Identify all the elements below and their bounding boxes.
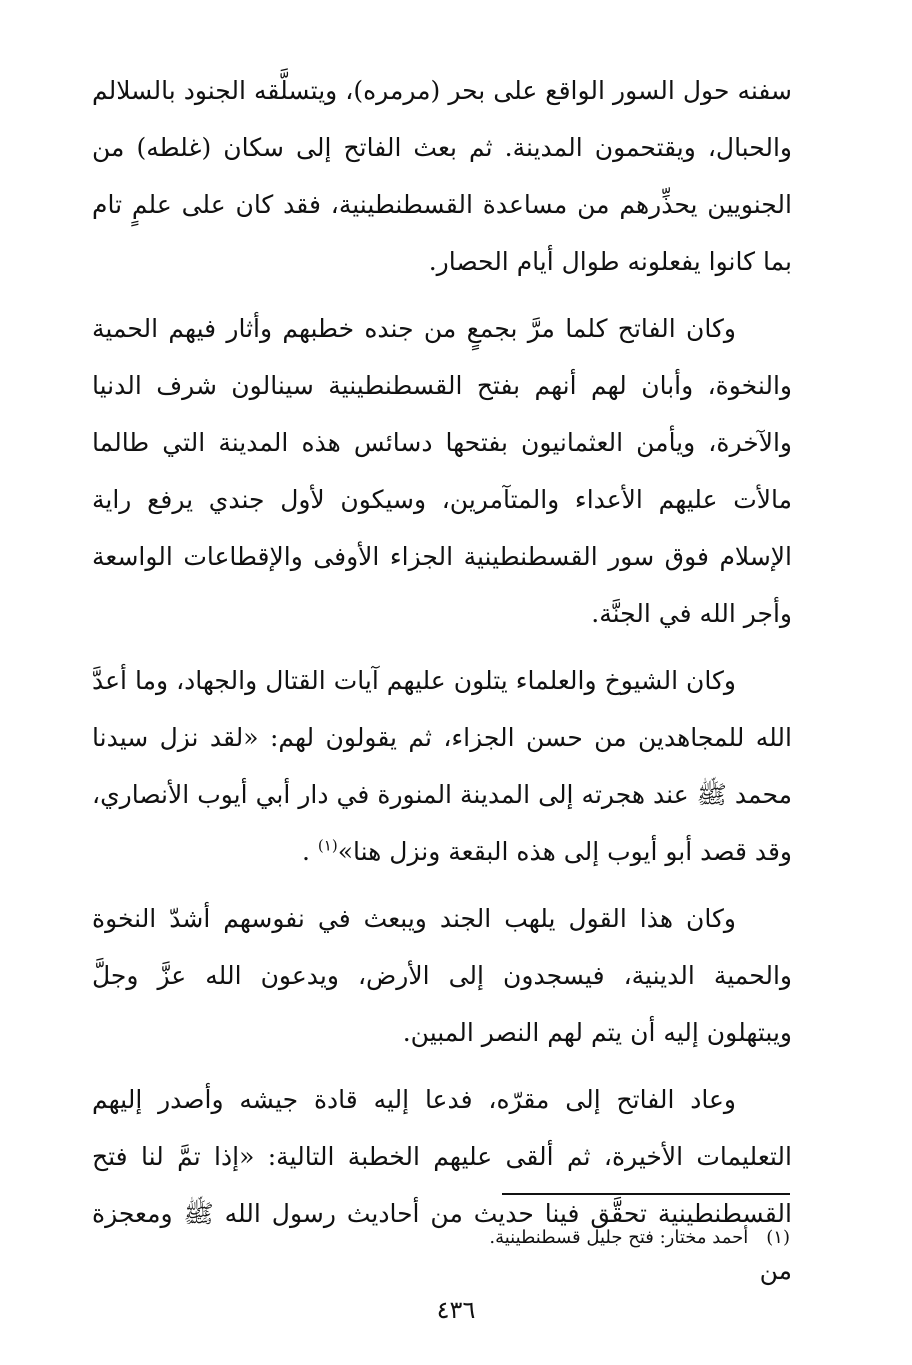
page-number: ٤٣٦ bbox=[436, 1296, 476, 1324]
footnote-number: (١) bbox=[766, 1227, 790, 1248]
paragraph-1: سفنه حول السور الواقع على بحر (مرمره)، ويتسلَّقه الجنود بالسلالم والحبال، ويقتحمون المدينة. ثم بعث الفاتح إلى سكان (غلطه) من الجنويين يحذِّرهم من مساعدة القسطنطينية، فقد كان على علمٍ تام بما كانوا يفعلونه طوال أيام الحصار. bbox=[92, 76, 792, 276]
paragraph-5: وعاد الفاتح إلى مقرّه، فدعا إليه قادة جيشه وأصدر إليهم التعليمات الأخيرة، ثم ألقى عليهم الخطبة التالية: «إذا تمَّ لنا فتح القسطنطينية تحقَّق فينا حديث من أحاديث رسول الله ﷺ ومعجزة من bbox=[92, 1085, 792, 1285]
footnote-divider bbox=[502, 1193, 790, 1195]
footnote-reference: (١) bbox=[317, 836, 338, 855]
footnote bbox=[489, 1224, 790, 1252]
paragraph-2: وكان الفاتح كلما مرَّ بجمعٍ من جنده خطبهم وأثار فيهم الحمية والنخوة، وأبان لهم أنهم بفتح القسطنطينية سينالون شرف الدنيا والآخرة، ويأمن العثمانيون بفتحها دسائس هذه المدينة التي طالما مالأت عليهم الأعداء والمتآمرين، وسيكون لأول جندي يرفع راية الإسلام فوق سور القسطنطينية الجزاء الأوفى والإقطاعات الواسعة وأجر الله في الجنَّة. bbox=[92, 314, 792, 628]
paragraph-4: وكان هذا القول يلهب الجند ويبعث في نفوسهم أشدّ النخوة والحمية الدينية، فيسجدون إلى الأرض، ويدعون الله عزَّ وجلَّ ويبتهلون إليه أن يتم لهم النصر المبين. bbox=[92, 904, 792, 1047]
footnote-text: أحمد مختار: فتح جليل قسطنطينية. bbox=[489, 1227, 749, 1248]
paragraph-3-end: . bbox=[302, 837, 310, 866]
paragraph-3-text: وكان الشيوخ والعلماء يتلون عليهم آيات القتال والجهاد، وما أعدَّ الله للمجاهدين من حسن الجزاء، ثم يقولون لهم: «لقد نزل سيدنا محمد ﷺ عند هجرته إلى المدينة المنورة في دار أبي أيوب الأنصاري، وقد قصد أبو أيوب إلى هذه البقعة ونزل هنا» bbox=[92, 666, 792, 866]
paragraph-3 bbox=[92, 652, 792, 880]
body-text bbox=[92, 62, 792, 1309]
